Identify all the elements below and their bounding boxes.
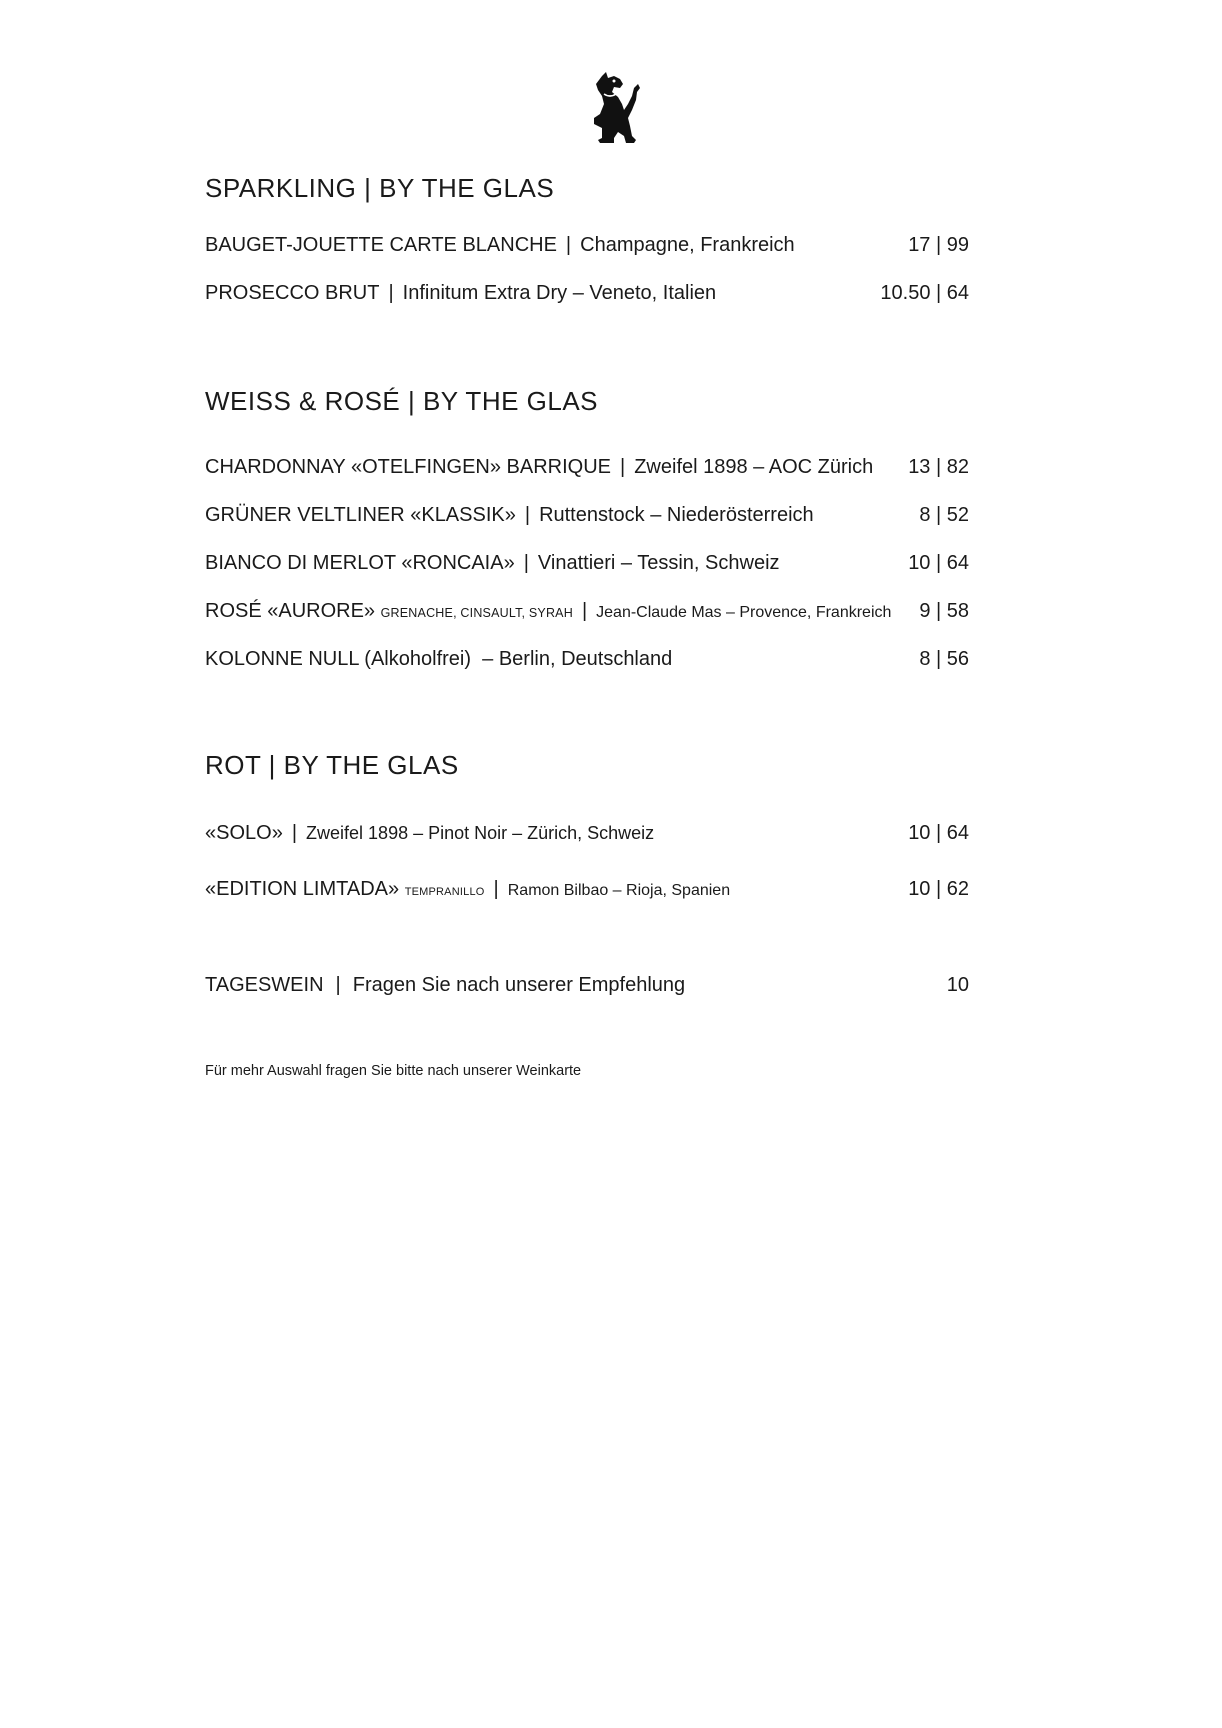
wine-name: KOLONNE NULL (Alkoholfrei) <box>205 648 472 670</box>
wine-detail: – Berlin, Deutschland <box>482 648 673 670</box>
menu-item-bianco-di-merlot <box>205 552 969 582</box>
menu-item-prosecco <box>205 282 969 312</box>
separator: | <box>523 552 529 574</box>
wine-detail: Champagne, Frankreich <box>580 234 795 256</box>
menu-item-edition-limtada <box>205 878 969 908</box>
menu-item-gruner-veltliner <box>205 504 969 534</box>
wine-price: 17 | 99 <box>908 234 969 256</box>
wine-price: 9 | 58 <box>919 600 969 622</box>
separator: | <box>291 822 298 844</box>
menu-item-tageswein <box>205 974 969 1004</box>
wine-detail: Ruttenstock – Niederösterreich <box>539 504 814 526</box>
grape-varieties: TEMPRANILLO <box>404 886 485 898</box>
wine-detail: Jean-Claude Mas – Provence, Frankreich <box>596 604 892 621</box>
separator: | <box>388 282 394 304</box>
wine-price: 10 | 62 <box>908 878 969 900</box>
wine-price: 10 <box>946 974 969 996</box>
wine-price: 8 | 52 <box>919 504 969 526</box>
wine-detail: Zweifel 1898 – Pinot Noir – Zürich, Schweiz <box>306 823 655 843</box>
menu-item-solo <box>205 822 969 852</box>
wine-price: 10.50 | 64 <box>880 282 969 304</box>
section-title-sparkling: SPARKLING | BY THE GLAS <box>205 173 555 203</box>
wine-name: PROSECCO BRUT <box>205 282 380 304</box>
section-title-rot: ROT | BY THE GLAS <box>205 750 459 780</box>
wine-name: ROSÉ «AURORE» <box>205 600 376 622</box>
wine-detail: Zweifel 1898 – AOC Zürich <box>634 456 874 478</box>
wine-price: 10 | 64 <box>908 552 969 574</box>
wine-name: «SOLO» <box>205 822 283 844</box>
wine-name: GRÜNER VELTLINER «KLASSIK» <box>205 504 516 526</box>
wine-detail: Infinitum Extra Dry – Veneto, Italien <box>402 282 717 304</box>
separator: | <box>335 974 341 996</box>
wine-name: BAUGET-JOUETTE CARTE BLANCHE <box>205 234 557 256</box>
seated-dog-emblem-icon <box>580 70 646 146</box>
menu-item-kolonne-null <box>205 648 969 678</box>
menu-item-bauget-jouette <box>205 234 969 264</box>
separator: | <box>581 600 588 622</box>
menu-item-rose-aurore <box>205 600 969 630</box>
wine-detail: Vinattieri – Tessin, Schweiz <box>537 552 780 574</box>
separator: | <box>493 878 499 900</box>
menu-item-chardonnay <box>205 456 969 486</box>
wine-name: TAGESWEIN <box>205 974 324 996</box>
wine-name: «EDITION LIMTADA» <box>205 878 400 900</box>
separator: | <box>620 456 626 478</box>
footnote: Für mehr Auswahl fragen Sie bitte nach unserer Weinkarte <box>205 1063 582 1079</box>
grape-varieties: GRENACHE, CINSAULT, SYRAH <box>380 606 573 620</box>
wine-name: BIANCO DI MERLOT «RONCAIA» <box>205 552 515 574</box>
separator: | <box>524 504 531 526</box>
wine-price: 8 | 56 <box>919 648 969 670</box>
wine-detail: Fragen Sie nach unserer Empfehlung <box>352 974 686 996</box>
wine-name: CHARDONNAY «OTELFINGEN» BARRIQUE <box>205 456 612 478</box>
wine-price: 10 | 64 <box>908 822 969 844</box>
section-title-weiss-rose: WEISS & ROSÉ | BY THE GLAS <box>205 386 599 416</box>
separator: | <box>565 234 572 256</box>
wine-detail: Ramon Bilbao – Rioja, Spanien <box>507 882 731 899</box>
wine-price: 13 | 82 <box>908 456 969 478</box>
